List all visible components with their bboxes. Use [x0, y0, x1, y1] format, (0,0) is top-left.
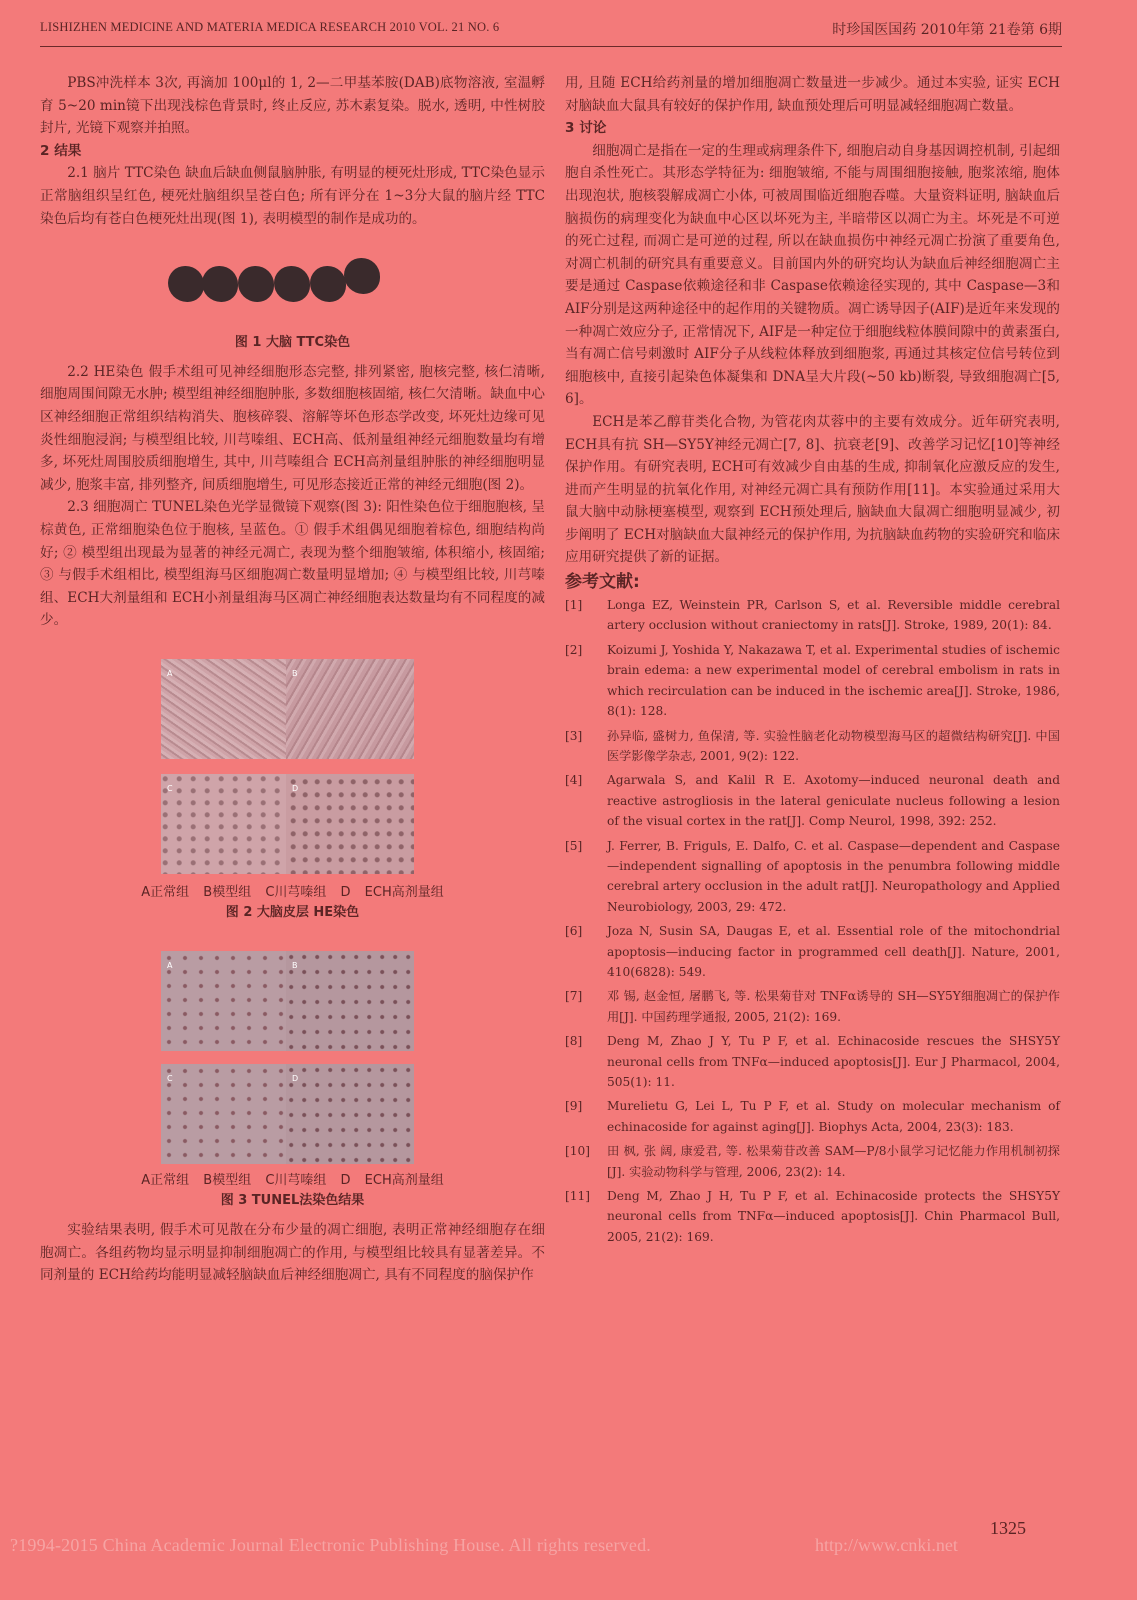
reference-text: Deng M, Zhao J Y, Tu P F, et al. Echinacoside rescues the SHSY5Y neuronal cells from TNFα—induced apoptosis[J]. Eur J Pharmacol, 2004, 505(1): 11. — [607, 1034, 1060, 1089]
reference-number: [9] — [565, 1099, 583, 1114]
reference-text: 邓 锡, 赵金恒, 屠鹏飞, 等. 松果菊苷对 TNFα诱导的 SH—SY5Y细胞凋亡的保护作用[J]. 中国药理学通报, 2005, 21(2): 169. — [607, 989, 1060, 1024]
panel-label: D — [292, 783, 299, 793]
reference-text: Longa EZ, Weinstein PR, Carlson S, et al. Reversible middle cerebral artery occlusion without craniectomy in rats[J]. Stroke, 1989, 20(1): 84. — [607, 598, 1060, 633]
figure-2-sublabels: A正常组 B模型组 C川芎嗪组 D ECH高剂量组 — [141, 884, 444, 900]
brain-slice-5 — [310, 266, 346, 302]
figure-3-panel-a — [161, 951, 289, 1051]
reference-text: Murelietu G, Lei L, Tu P F, et al. Study on molecular mechanism of echinacoside for against aging[J]. Biophys Acta, 2004, 23(3): 183. — [607, 1099, 1060, 1134]
brain-slice-3 — [238, 266, 274, 302]
reference-number: [11] — [565, 1189, 591, 1204]
figure-3 — [40, 924, 545, 1189]
reference-item — [565, 1186, 1060, 1247]
journal-title-cn: 时珍国医国药 2010年第 21卷第 6期 — [832, 22, 1062, 38]
reference-item — [565, 1141, 1060, 1182]
reference-item — [565, 836, 1060, 918]
paragraph-results-summary: 实验结果表明, 假手术可见散在分布少量的凋亡细胞, 表明正常神经细胞存在细胞凋亡。各组药物均显示明显抑制细胞凋亡的作用, 与模型组比较具有显著差异。不同剂量的 ECH给药均能明显减轻脑缺血后神经细胞凋亡, 具有不同程度的脑保护作 — [40, 1222, 545, 1284]
reference-text: Deng M, Zhao J H, Tu P F, et al. Echinacoside protects the SHSY5Y neuronal cells from TNFα—induced apoptosis[J]. Chin Pharmacol Bull, 2005, 21(2): 169. — [607, 1189, 1060, 1244]
reference-item — [565, 921, 1060, 982]
reference-text: 田 枫, 张 阔, 康爱君, 等. 松果菊苷改善 SAM—P/8小鼠学习记忆能力作用机制初探[J]. 实验动物科学与管理, 2006, 23(2): 14. — [607, 1144, 1060, 1179]
figure-3-panel-c — [161, 1064, 289, 1164]
paragraph-tunel: 2.3 细胞凋亡 TUNEL染色光学显微镜下观察(图 3): 阳性染色位于细胞胞核, 呈棕黄色, 正常细胞染色位于胞核, 呈蓝色。① 假手术组偶见细胞着棕色, 细胞结构尚好; ② 模型组出现最为显著的神经元凋亡, 表现为整个细胞皱缩, 体积缩小, 核固缩; ③ 与假手术组相比, 模型组海马区细胞凋亡数量明显增加; ④ 与模型组比较, 川芎嗪组、ECH大剂量组和 ECH小剂量组海马区凋亡神经细胞表达数量均有不同程度的减少。 — [40, 499, 545, 629]
reference-number: [4] — [565, 773, 583, 788]
paragraph-ech: ECH是苯乙醇苷类化合物, 为管花肉苁蓉中的主要有效成分。近年研究表明, ECH具有抗 SH—SY5Y神经元凋亡[7, 8]、抗衰老[9]、改善学习记忆[10]等神经保护作用。有研究表明, ECH可有效减少自由基的生成, 抑制氧化应激反应的发生, 进而产生明显的抗氧化作用, 对神经元凋亡具有预防作用[11]。本实验通过采用大鼠大脑中动脉梗塞模型, 观察到 ECH预处理后, 脑缺血大鼠凋亡细胞明显减少, 初步阐明了 ECH对脑缺血大鼠神经元的保护作用, 为抗脑缺血药物的实验研究和临床应用研究提供了新的证据。 — [565, 413, 1060, 566]
reference-text: Agarwala S, and Kalil R E. Axotomy—induced neuronal death and reactive astrogliosis in the lateral geniculate nucleus following a lesion of the visual cortex in the rat[J]. Comp Neurol, 1998, 392: 252. — [607, 773, 1060, 829]
reference-number: [6] — [565, 924, 583, 939]
brain-slice-2 — [202, 266, 238, 302]
figure-2 — [40, 632, 545, 900]
figure-2-panel-c — [161, 774, 289, 874]
brain-slice-4 — [274, 266, 310, 302]
section-heading-results: 2 结果 — [40, 142, 82, 159]
figure-3-caption: 图 3 TUNEL法染色结果 — [220, 1193, 365, 1209]
reference-item — [565, 595, 1060, 636]
reference-item — [565, 1096, 1060, 1137]
brain-slice-1 — [168, 266, 204, 302]
brain-slice-6 — [344, 258, 380, 294]
reference-text: 孙异临, 盛树力, 鱼保清, 等. 实验性脑老化动物模型海马区的超微结构研究[J]. 中国医学影像学杂志, 2001, 9(2): 122. — [607, 728, 1060, 763]
cnki-url[interactable]: http://www.cnki.net — [815, 1535, 958, 1555]
reference-text: Joza N, Susin SA, Daugas E, et al. Essential role of the mitochondrial apoptosis—inducing factor in programmed cell death[J]. Nature, 2001, 410(6828): 549. — [607, 924, 1060, 979]
figure-3-panel-b — [286, 951, 414, 1051]
figure-3-panel-d — [286, 1064, 414, 1164]
reference-text: Koizumi J, Yoshida Y, Nakazawa T, et al. Experimental studies of ischemic brain edema: a new experimental model of cerebral embolism in rats in which recirculation can be induced in the ischemic area[J]. Stroke, 1986, 8(1): 128. — [607, 642, 1060, 719]
reference-item — [565, 726, 1060, 767]
reference-item — [565, 770, 1060, 831]
reference-number: [1] — [565, 598, 583, 613]
left-column — [40, 72, 545, 1287]
reference-item — [565, 986, 1060, 1027]
figure-1-image — [40, 236, 545, 332]
references-heading: 参考文献: — [565, 572, 640, 593]
panel-label: C — [167, 783, 173, 793]
paragraph-methods-cont: PBS冲洗样本 3次, 再滴加 100μl的 1, 2—二甲基苯胺(DAB)底物溶液, 室温孵育 5~20 min镜下出现浅棕色背景时, 终止反应, 苏木素复染。脱水, 透明, 中性树胶封片, 光镜下观察并拍照。 — [40, 75, 545, 137]
reference-number: [5] — [565, 838, 583, 853]
page-number: 1325 — [990, 1518, 1026, 1538]
figure-3-sublabels: A正常组 B模型组 C川芎嗪组 D ECH高剂量组 — [141, 1173, 444, 1189]
paragraph-he: 2.2 HE染色 假手术组可见神经细胞形态完整, 排列紧密, 胞核完整, 核仁清晰, 细胞周围间隙无水肿; 模型组神经细胞肿胀, 多数细胞核固缩, 核仁欠清晰。缺血中心区神经细胞正常组织结构消失、胞核碎裂、溶解等坏色形态学改变, 坏死灶边缘可见炎性细胞浸润; 与模型组比较, 川芎嗪组、ECH高、低剂量组神经元细胞数量均有增多, 坏死灶周围胶质细胞增生, 其中, 川芎嗪组合 ECH高剂量组肿胀的神经细胞明显减少, 胞浆丰富, 排列整齐, 间质细胞增生, 可见形态接近正常的神经元细胞(图 2)。 — [40, 363, 545, 493]
reference-number: [7] — [565, 989, 583, 1004]
reference-item — [565, 1031, 1060, 1092]
figure-2-panel-d — [286, 774, 414, 874]
reference-number: [10] — [565, 1144, 591, 1159]
section-heading-discussion: 3 讨论 — [565, 120, 607, 137]
paragraph-apoptosis: 细胞凋亡是指在一定的生理或病理条件下, 细胞启动自身基因调控机制, 引起细胞自杀性死亡。其形态学特征为: 细胞皱缩, 不能与周围细胞接触, 胞浆浓缩, 胞体出现泡状, 胞核裂解成凋亡小体, 可被周围临近细胞吞噬。大量资料证明, 脑缺血后脑损伤的病理变化为缺血中心区以坏死为主, 半暗带区以凋亡为主。坏死是不可逆的死亡过程, 而凋亡是可逆的过程, 所以在缺血损伤中神经元凋亡扮演了重要角色, 对凋亡机制的研究具有重要意义。目前国内外的研究均认为缺血后神经细胞凋亡主要是通过 Caspase依赖途径和非 Caspase依赖途径实现的, 其中 Caspase—3和 AIF分别是这两种途径中的起作用的关键物质。凋亡诱导因子(AIF)是近年来发现的一种凋亡效应分子, 正常情况下, AIF是一种定位于细胞线粒体膜间隙中的黄素蛋白, 当有凋亡信号刺激时 AIF分子从线粒体释放到细胞浆, 再通过其核定位信号转位到细胞核中, 直接引起染色体凝集和 DNA呈大片段(~50 kb)断裂, 导致细胞凋亡[5, 6]。 — [565, 142, 1060, 408]
figure-2-caption: 图 2 大脑皮层 HE染色 — [225, 904, 360, 920]
panel-label: C — [167, 1074, 173, 1084]
panel-label: B — [292, 961, 298, 971]
header-rule — [40, 46, 1062, 47]
paragraph-results-cont: 用, 且随 ECH给药剂量的增加细胞凋亡数量进一步减少。通过本实验, 证实 ECH对脑缺血大鼠具有较好的保护作用, 缺血预处理后可明显减轻细胞凋亡数量。 — [565, 75, 1060, 114]
reference-number: [2] — [565, 642, 583, 657]
panel-label: A — [167, 961, 173, 971]
panel-label: D — [292, 1074, 299, 1084]
right-column — [565, 72, 1060, 1251]
panel-label: B — [292, 668, 298, 678]
figure-2-panel-b — [286, 659, 414, 759]
reference-number: [3] — [565, 728, 583, 743]
figure-1-caption: 图 1 大脑 TTC染色 — [234, 335, 351, 351]
copyright-notice: ?1994-2015 China Academic Journal Electronic Publishing House. All rights reserved. — [10, 1535, 651, 1555]
reference-item — [565, 640, 1060, 722]
figure-2-panel-a — [161, 659, 289, 759]
paragraph-ttc: 2.1 脑片 TTC染色 缺血后缺血侧鼠脑肿胀, 有明显的梗死灶形成, TTC染色显示正常脑组织呈红色, 梗死灶脑组织呈苍白色; 所有评分在 1~3分大鼠的脑片经 TTC染色后均有苍白色梗死灶出现(图 1), 表明模型的制作是成功的。 — [40, 165, 545, 227]
panel-label: A — [167, 668, 173, 678]
reference-text: J. Ferrer, B. Friguls, E. Dalfo, C. et al. Caspase—dependent and Caspase—independent signalling of apoptosis in the penumbra following middle cerebral artery occlusion in the adult rat[J]. Neuropathology and Applied Neurobiology, 2003, 29: 472. — [607, 838, 1060, 914]
reference-number: [8] — [565, 1034, 583, 1049]
journal-title-en: LISHIZHEN MEDICINE AND MATERIA MEDICA RESEARCH 2010 VOL. 21 NO. 6 — [40, 20, 500, 34]
